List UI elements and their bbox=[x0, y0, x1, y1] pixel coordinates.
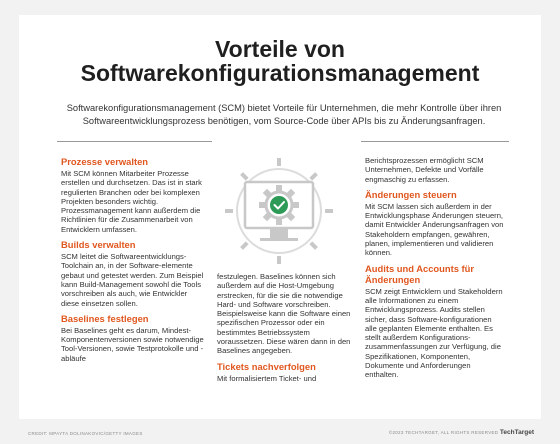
page-title bbox=[0, 37, 560, 85]
section-title-baselines: Baselines festlegen bbox=[61, 312, 149, 324]
section-text-tickets: Mit formalisiertem Ticket- und bbox=[217, 373, 317, 383]
section-title-aenderungen: Änderungen steuern bbox=[365, 188, 457, 200]
title-line-2: Softwarekonfigurationsmanagement bbox=[80, 60, 480, 86]
copyright-footer bbox=[389, 429, 534, 436]
section-title-builds: Builds verwalten bbox=[61, 239, 136, 251]
section-text-baselines-cont: festzulegen. Baselines können sich außerdem auf die Host-Umgebung erstrecken, für die sie die notwendige Hard- und Software vorschreiben. Beispielsweise kann die Software einen spezifischen Prozessor oder ein bestimmtes Betriebssystem voraussetzen. Diese wären dann in den Baselines angegeben. bbox=[217, 272, 351, 356]
section-text-baselines: Bei Baselines geht es darum, Mindest-Komponentenversionen sowie notwendige Tool-Versionen, sowie Testprotokolle und -abläufe bbox=[61, 325, 204, 363]
section-text-prozesse: Mit SCM können Mitarbeiter Prozesse erstellen und durchsetzen. Das ist in stark regulierten Branchen oder bei komplexen Projekten besonders wichtig. Prozessmanagement kann außerdem die Richtlinien für die Zusammenarbeit von Entwicklern umfassen. bbox=[61, 169, 202, 234]
gear-monitor-icon bbox=[223, 156, 335, 266]
column-left bbox=[61, 156, 206, 368]
intro-text: Softwarekonfigurationsmanagement (SCM) bietet Vorteile für Unternehmen, die mehr Kontrolle über ihren Softwareentwicklungsprozess benötigen, vom Source-Code über APIs bis zu Änderungsanfragen. bbox=[66, 103, 502, 126]
divider-left bbox=[57, 141, 212, 142]
divider-right bbox=[361, 141, 509, 142]
section-text-audits: SCM zeigt Entwicklern und Stakeholdern alle Informationen zu einem Entwicklungsprozess. Audits stellen sicher, dass Software-konfigurationen alle geplanten Elemente enthalten. Es stellt außerdem Konfigurations-zusammenfassungen zur Verfügung, die Spezifikationen, Komponenten, Dokumente und Anforderungen enthalten. bbox=[365, 286, 503, 380]
image-credit: CREDIT: MPAYTA DOLINAKOVIC/GETTY IMAGES bbox=[28, 431, 143, 436]
copyright-text: ©2023 TECHTARGET, ALL RIGHTS RESERVED bbox=[388, 430, 499, 435]
section-title-tickets: Tickets nachverfolgen bbox=[217, 360, 316, 372]
column-middle bbox=[217, 272, 354, 388]
section-text-builds: SCM leitet die Softwareentwicklungs-Toolchain an, in der Software-elemente gebaut und getestet werden. Zum Beispiel kann Build-Management sowohl die Tools vorschreiben als auch, wie Entwickler diese einsetzen sollen. bbox=[61, 252, 204, 308]
section-text-aenderungen: Mit SCM lassen sich außerdem in der Entwicklungsphase Änderungen steuern, damit Entwickler Änderungsanfragen von Stakeholdern empfangen, gewähren, planen, implementieren und validieren können. bbox=[365, 201, 504, 258]
section-title-prozesse: Prozesse verwalten bbox=[61, 156, 149, 167]
section-title-audits: Audits und Accounts für Änderungen bbox=[365, 262, 475, 285]
title-line-1: Vorteile von bbox=[215, 36, 345, 62]
techtarget-logo: TechTarget bbox=[499, 429, 534, 436]
section-text-tickets-cont: Berichtsprozessen ermöglicht SCM Unternehmen, Defekte und Vorfälle engmaschig zu erfassen. bbox=[365, 156, 484, 184]
column-right bbox=[365, 156, 505, 385]
